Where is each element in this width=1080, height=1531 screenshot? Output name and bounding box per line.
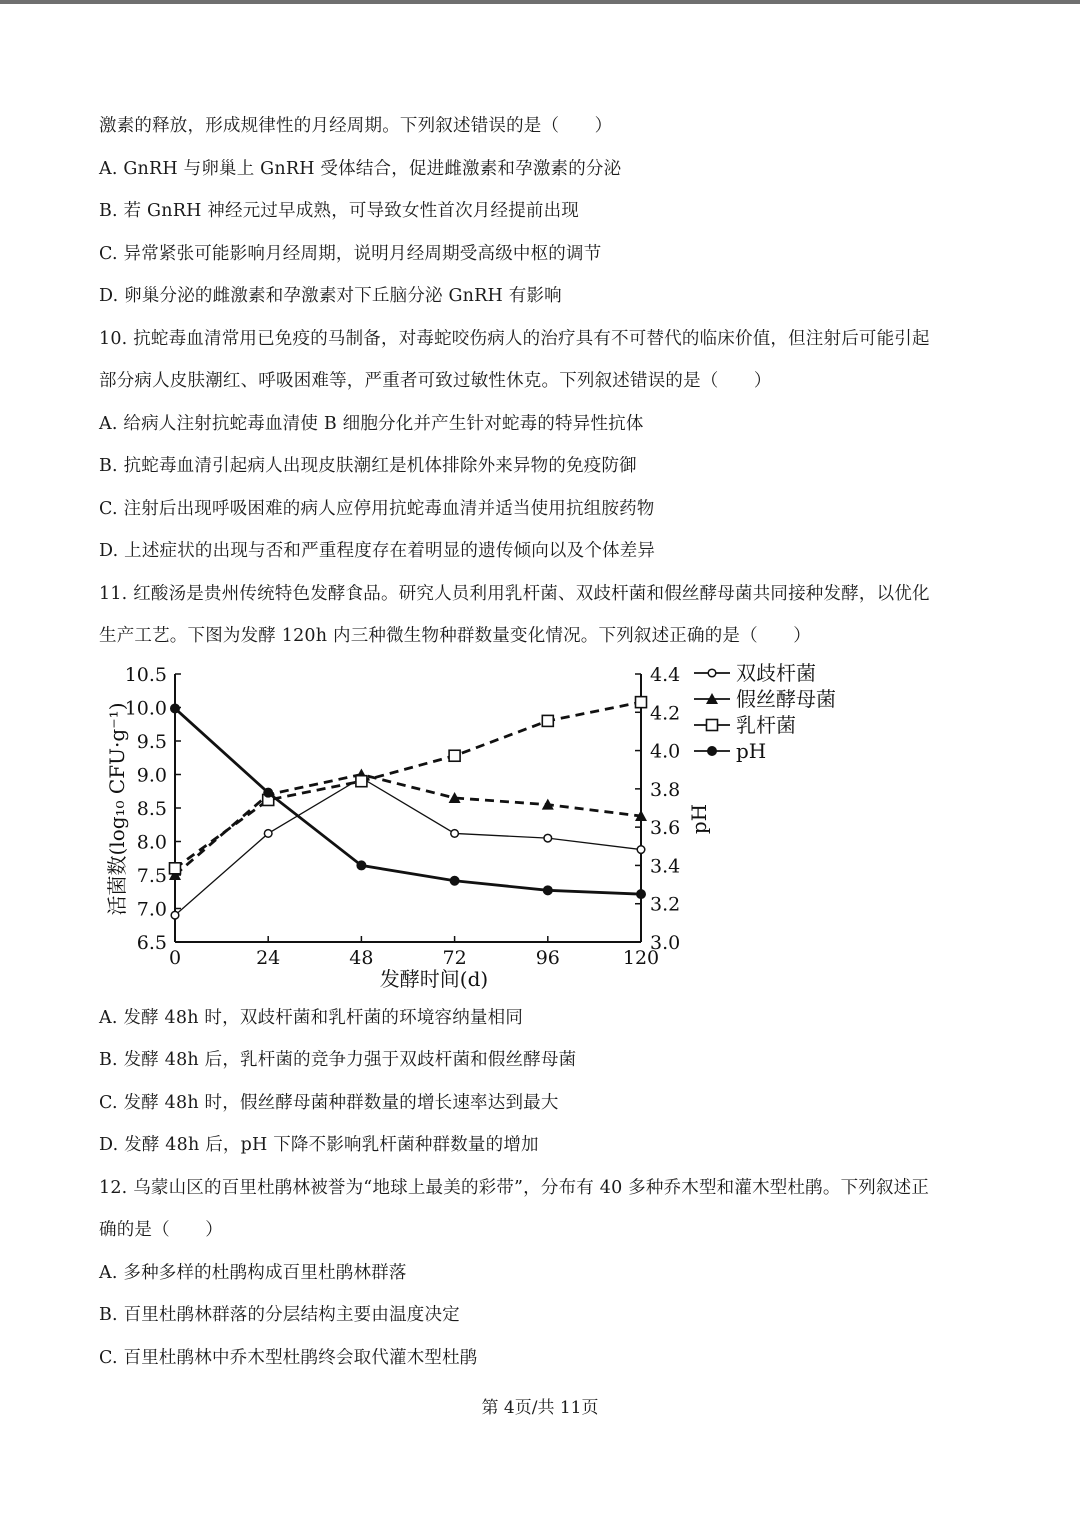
y-left-tick-label: 8.0 <box>136 831 167 854</box>
q10-option-d: D. 上述症状的出现与否和严重程度存在着明显的遗传倾向以及个体差异 <box>99 541 656 561</box>
marker-open-square <box>356 776 367 787</box>
series-line <box>175 702 641 868</box>
marker-open-square <box>542 715 553 726</box>
marker-open-circle <box>544 834 552 842</box>
y-left-tick-label: 10.0 <box>124 697 167 720</box>
y-right-tick-label: 4.2 <box>650 702 681 725</box>
x-tick-label: 0 <box>168 947 182 969</box>
q9-option-a: A. GnRH 与卵巢上 GnRH 受体结合，促进雌激素和孕激素的分泌 <box>99 159 622 179</box>
marker-open-square <box>707 720 718 731</box>
y-left-tick-label: 6.5 <box>136 932 167 954</box>
y-right-tick-label: 3.8 <box>650 778 681 801</box>
q12-stem-line-1: 12. 乌蒙山区的百里杜鹃林被誉为“地球上最美的彩带”，分布有 40 多种乔木型和灌木型杜鹃。下列叙述正 <box>99 1178 930 1198</box>
marker-open-square <box>449 750 460 761</box>
series-pH <box>171 704 646 899</box>
q11-option-b: B. 发酵 48h 后，乳杆菌的竞争力强于双歧杆菌和假丝酵母菌 <box>99 1050 577 1070</box>
chart-legend <box>694 661 836 763</box>
page-number: 第 4页/共 11页 <box>481 1398 599 1418</box>
q10-stem-line-2: 部分病人皮肤潮红、呼吸困难等，严重者可致过敏性休克。下列叙述错误的是（ ） <box>99 371 772 391</box>
marker-open-circle <box>264 830 272 838</box>
x-axis-label: 发酵时间(d) <box>379 967 489 991</box>
fermentation-chart <box>96 656 876 996</box>
legend-item <box>694 739 766 763</box>
marker-open-circle <box>451 830 459 838</box>
legend-item <box>694 661 816 685</box>
q11-option-c: C. 发酵 48h 时，假丝酵母菌种群数量的增长速率达到最大 <box>99 1093 559 1113</box>
series-乳杆菌 <box>170 697 647 874</box>
x-tick-label: 24 <box>256 947 281 969</box>
y-left-tick-label: 7.5 <box>136 865 167 887</box>
marker-open-square <box>636 697 647 708</box>
q11-option-d: D. 发酵 48h 后，pH 下降不影响乳杆菌种群数量的增加 <box>99 1135 539 1155</box>
q12-option-b: B. 百里杜鹃林群落的分层结构主要由温度决定 <box>99 1305 460 1325</box>
y-right-tick-label: 3.0 <box>650 932 681 954</box>
q10-option-b: B. 抗蛇毒血清引起病人出现皮肤潮红是机体排除外来异物的免疫防御 <box>99 456 637 476</box>
series-line <box>175 708 641 894</box>
marker-filled-circle <box>637 890 646 899</box>
y-left-tick-label: 7.0 <box>136 898 167 921</box>
q10-stem-line-1: 10. 抗蛇毒血清常用已免疫的马制备，对毒蛇咬伤病人的治疗具有不可替代的临床价值，但注射后可能引起 <box>99 329 930 349</box>
y-right-tick-label: 3.6 <box>650 817 681 840</box>
y-right-tick-label: 4.0 <box>650 740 681 763</box>
legend-label: 乳杆菌 <box>736 713 796 737</box>
marker-filled-circle <box>264 788 273 797</box>
legend-item <box>694 687 836 711</box>
marker-open-circle <box>708 669 716 677</box>
q10-option-c: C. 注射后出现呼吸困难的病人应停用抗蛇毒血清并适当使用抗组胺药物 <box>99 499 655 519</box>
marker-filled-circle <box>543 886 552 895</box>
q10-option-a: A. 给病人注射抗蛇毒血清使 B 细胞分化并产生针对蛇毒的特异性抗体 <box>99 414 644 434</box>
series-假丝酵母菌 <box>169 769 647 881</box>
y-left-tick-label: 9.0 <box>136 764 167 787</box>
q12-stem-line-2: 确的是（ ） <box>99 1220 223 1240</box>
q9-option-b: B. 若 GnRH 神经元过早成熟，可导致女性首次月经提前出现 <box>99 201 579 221</box>
marker-filled-circle <box>357 861 366 870</box>
legend-label: 假丝酵母菌 <box>736 687 836 711</box>
series-line <box>175 778 641 915</box>
x-tick-label: 96 <box>535 947 560 969</box>
legend-item <box>694 713 796 737</box>
series-双歧杆菌 <box>171 774 645 919</box>
top-border <box>0 0 1080 4</box>
q9-option-d: D. 卵巢分泌的雌激素和孕激素对下丘脑分泌 GnRH 有影响 <box>99 286 562 306</box>
series-line <box>175 775 641 876</box>
q11-option-a: A. 发酵 48h 时，双歧杆菌和乳杆菌的环境容纳量相同 <box>99 1008 524 1028</box>
q12-option-a: A. 多种多样的杜鹃构成百里杜鹃林群落 <box>99 1263 407 1283</box>
y-left-tick-label: 8.5 <box>136 798 167 820</box>
x-tick-label: 48 <box>349 947 374 969</box>
chart-series <box>169 697 647 919</box>
legend-label: pH <box>736 739 767 763</box>
q9-option-c: C. 异常紧张可能影响月经周期，说明月经周期受高级中枢的调节 <box>99 244 602 264</box>
y-left-tick-label: 9.5 <box>136 731 167 753</box>
marker-filled-circle <box>708 747 717 756</box>
marker-open-circle <box>171 911 179 919</box>
y-axis-left-label: 活菌数(log₁₀ CFU·g⁻¹) <box>105 702 129 916</box>
y-right-tick-label: 4.4 <box>650 664 681 686</box>
y-right-tick-label: 3.2 <box>650 893 681 916</box>
q11-stem-line-2: 生产工艺。下图为发酵 120h 内三种微生物种群数量变化情况。下列叙述正确的是（ ） <box>99 626 811 646</box>
y-right-tick-label: 3.4 <box>650 855 681 878</box>
q12-option-c: C. 百里杜鹃林中乔木型杜鹃终会取代灌木型杜鹃 <box>99 1348 478 1368</box>
q9-stem-tail: 激素的释放，形成规律性的月经周期。下列叙述错误的是（ ） <box>99 116 613 136</box>
marker-filled-circle <box>171 704 180 713</box>
legend-label: 双歧杆菌 <box>736 661 816 685</box>
x-tick-label: 120 <box>622 947 660 969</box>
marker-filled-circle <box>450 876 459 885</box>
q11-stem-line-1: 11. 红酸汤是贵州传统特色发酵食品。研究人员利用乳杆菌、双歧杆菌和假丝酵母菌共同接种发酵，以优化 <box>99 584 930 604</box>
y-axis-right-label: pH <box>687 803 711 835</box>
x-tick-label: 72 <box>442 947 467 969</box>
marker-open-square <box>170 863 181 874</box>
y-left-tick-label: 10.5 <box>124 664 167 686</box>
marker-open-circle <box>637 846 645 854</box>
